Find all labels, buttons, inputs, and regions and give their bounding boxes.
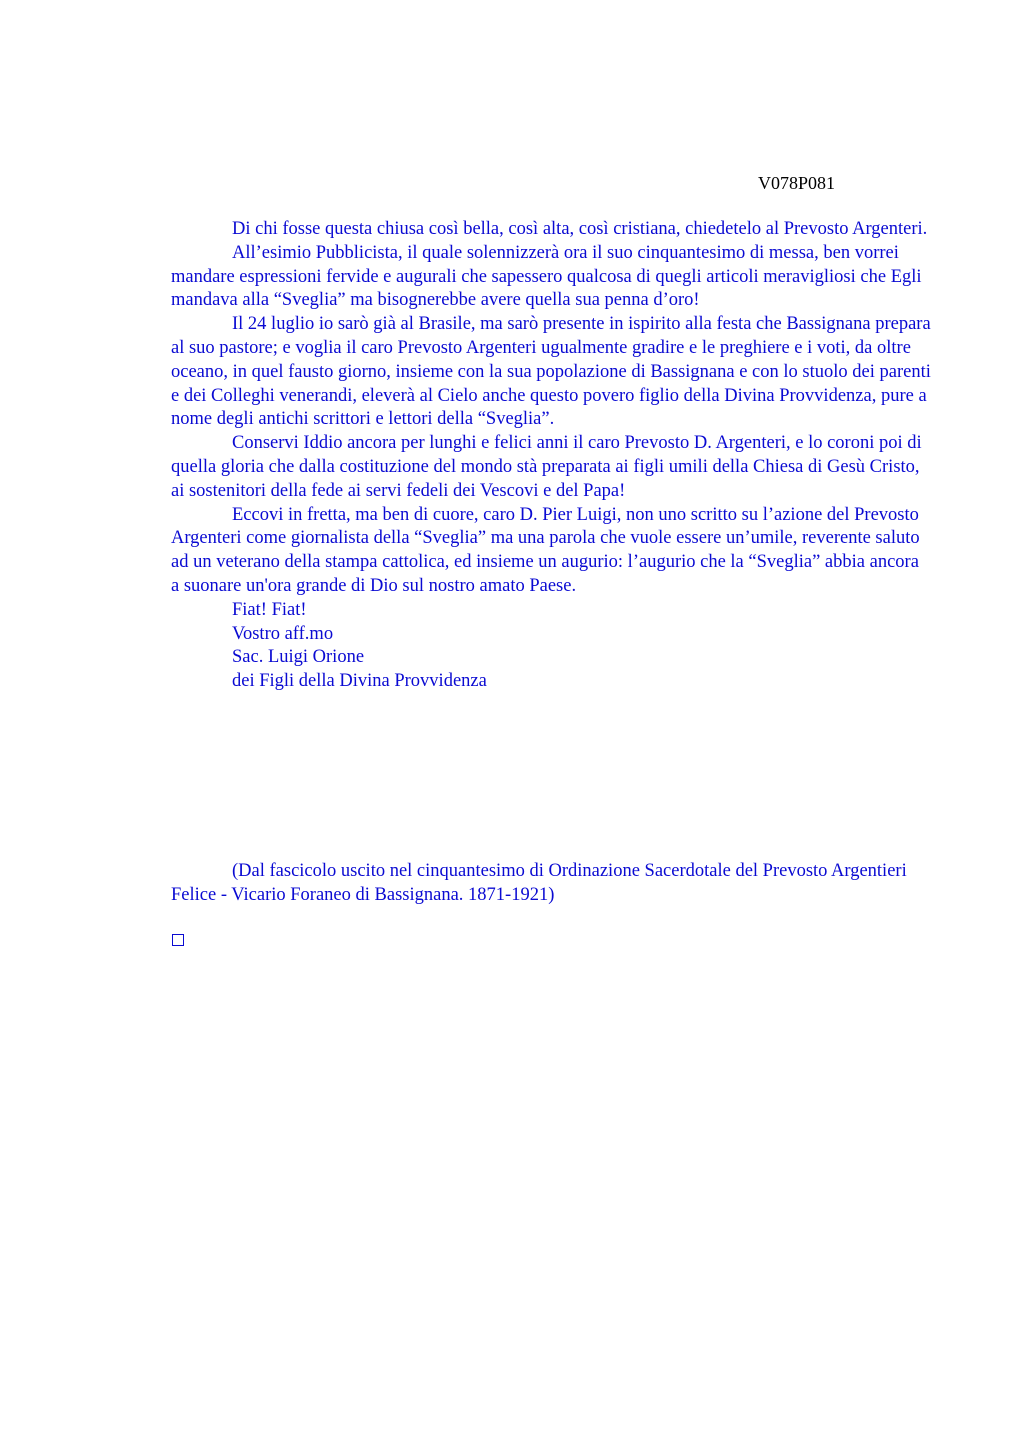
paragraph: Di chi fosse questa chiusa così bella, così alta, così cristiana, chiedetelo al Prevosto Argenteri. [232,219,928,239]
paragraph: Conservi Iddio ancora per lunghi e felici anni il caro Prevosto D. Argenteri, e lo coroni poi di quella gloria che dalla costituzione del mondo stà preparata ai figli umili della Chiesa di Gesù Cristo, ai sostenitori della fede ai servi fedeli dei Vescovi e del Papa! [171,433,922,501]
closing-line: Vostro aff.mo [232,623,334,644]
paragraph: Il 24 luglio io sarò già al Brasile, ma sarò presente in ispirito alla festa che Bassignana prepara al suo pastore; e voglia il caro Prevosto Argenteri ugualmente gradire e le preghiere e i voti, da oltre oceano, in quel fausto giorno, insieme con la sua popolazione di Bassignana e con lo stuolo dei parenti e dei Colleghi venerandi, eleverà al Cielo anche questo povero figlio della Divina Provvidenza, pure a nome degli antichi scrittori e lettori della “Sveglia”. [171,314,931,430]
square-outline-icon [172,934,184,946]
letter-closing [171,599,931,694]
signature-name: Sac. Luigi Orione [232,647,365,668]
page-code: V078P081 [758,173,836,193]
paragraph: All’esimio Pubblicista, il quale solennizzerà ora il suo cinquantesimo di messa, ben vorrei mandare espressioni fervide e augurali che sapessero qualcosa di quegli articoli meravigliosi che Egli mandava alla “Sveglia” ma bisognerebbe avere quella sua penna d’oro! [171,242,922,311]
signature-affiliation: dei Figli della Divina Provvidenza [232,671,487,692]
closing-line: Fiat! Fiat! [232,599,307,620]
paragraph: Eccovi in fretta, ma ben di cuore, caro D. Pier Luigi, non uno scritto su l’azione del Prevosto Argenteri come giornalista della “Sveglia” ma una parola che vuole essere un’umile, reverente saluto ad un veterano della stampa cattolica, ed insieme un augurio: l’augurio che la “Sveglia” abbia ancora a suonare un'ora grande di Dio sul nostro amato Paese. [171,504,920,596]
source-note-text: (Dal fascicolo uscito nel cinquantesimo di Ordinazione Sacerdotale del Prevosto Argentieri Felice - Vicario Foraneo di Bassignana. 1871-1921) [171,861,907,905]
letter-body [171,218,931,694]
source-note [171,860,931,908]
